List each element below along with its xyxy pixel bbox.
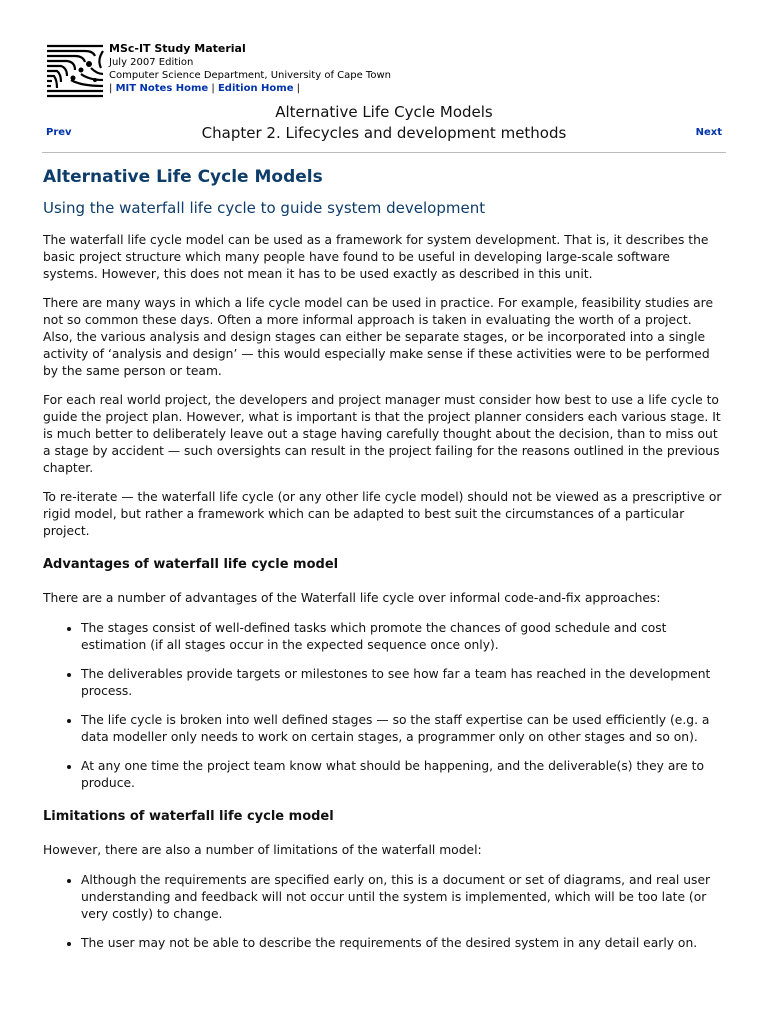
advantages-heading: Advantages of waterfall life cycle model (43, 557, 339, 572)
link-separator: | (208, 83, 218, 94)
masthead-edition: July 2007 Edition (109, 57, 194, 68)
edition-home-link[interactable]: Edition Home (217, 83, 294, 94)
paragraph: To re-iterate — the waterfall life cycle (or any other life cycle model) should not be viewed as a prescriptive or rigid model, but rather a framework which can be adapted to best suit the circumstances of a particular project. (43, 490, 722, 538)
list-item: • At any one time the project team know what should be happening, and the deliverable(s) they are to produce. (81, 758, 725, 792)
limitations-heading: Limitations of waterfall life cycle model (43, 809, 334, 824)
masthead-title: MSc-IT Study Material (109, 42, 246, 55)
list-spacer (81, 654, 725, 666)
list-item: • The life cycle is broken into well defined stages — so the staff expertise can be used efficiently (e.g. a data modeller only needs to work on certain stages, a programmer only on other stages and so on). (81, 712, 725, 746)
navigation-header (0, 102, 768, 144)
list-item: • The user may not be able to describe the requirements of the desired system in any detail early on. (81, 935, 725, 952)
masthead-text (109, 42, 509, 95)
advantages-list (43, 620, 725, 792)
page-title: Alternative Life Cycle Models (43, 167, 323, 187)
limitations-intro: However, there are also a number of limitations of the waterfall model: (43, 843, 482, 857)
section-heading: Using the waterfall life cycle to guide system development (43, 199, 486, 217)
link-separator: | (109, 83, 116, 94)
list-spacer (81, 923, 725, 935)
main-content (43, 166, 725, 952)
masthead-department: Computer Science Department, University of Cape Town (109, 70, 391, 81)
limitations-list (43, 872, 725, 952)
list-item: • The deliverables provide targets or milestones to see how far a team has reached in the development process. (81, 666, 725, 700)
header-divider (42, 152, 726, 153)
nav-row (0, 122, 768, 144)
nav-chapter-title: Chapter 2. Lifecycles and development methods (201, 124, 567, 142)
paragraph: There are many ways in which a life cycle model can be used in practice. For example, feasibility studies are not so common these days. Often a more informal approach is taken in evaluating the worth of a project. Also, the various analysis and design stages can either be separate stages, or be incorporated into a single activity of ‘analysis and design’ — this would especially make sense if these activities were to be performed by the same person or team. (43, 296, 714, 378)
list-spacer (81, 746, 725, 758)
next-link[interactable]: Next (695, 127, 722, 138)
list-item: • The stages consist of well-defined tasks which promote the chances of good schedule and cost estimation (if all stages occur in the expected sequence once only). (81, 620, 725, 654)
list-item: • Although the requirements are specified early on, this is a document or set of diagrams, and real user understanding and feedback will not occur until the system is implemented, which will be too late (or very costly) to change. (81, 872, 725, 923)
list-spacer (81, 700, 725, 712)
link-separator: | (293, 83, 301, 94)
masthead-links (109, 82, 509, 95)
mit-notes-home-link[interactable]: MIT Notes Home (115, 83, 209, 94)
paragraph: For each real world project, the developers and project manager must consider how best to use a life cycle to guide the project plan. However, what is important is that the project planner considers each various stage. It is much better to deliberately leave out a stage having carefully thought about the decision, than to miss out a stage by accident — such oversights can result in the project failing for the reasons outlined in the previous chapter. (43, 393, 721, 475)
nav-section-title: Alternative Life Cycle Models (275, 103, 493, 121)
msc-it-logo-icon (45, 40, 105, 100)
advantages-intro: There are a number of advantages of the Waterfall life cycle over informal code-and-fix approaches: (43, 591, 661, 605)
paragraph: The waterfall life cycle model can be used as a framework for system development. That is, it describes the basic project structure which many people have found to be useful in developing large-scale software systems. However, this does not mean it has to be used exactly as described in this unit. (43, 233, 709, 281)
prev-link[interactable]: Prev (46, 127, 72, 138)
